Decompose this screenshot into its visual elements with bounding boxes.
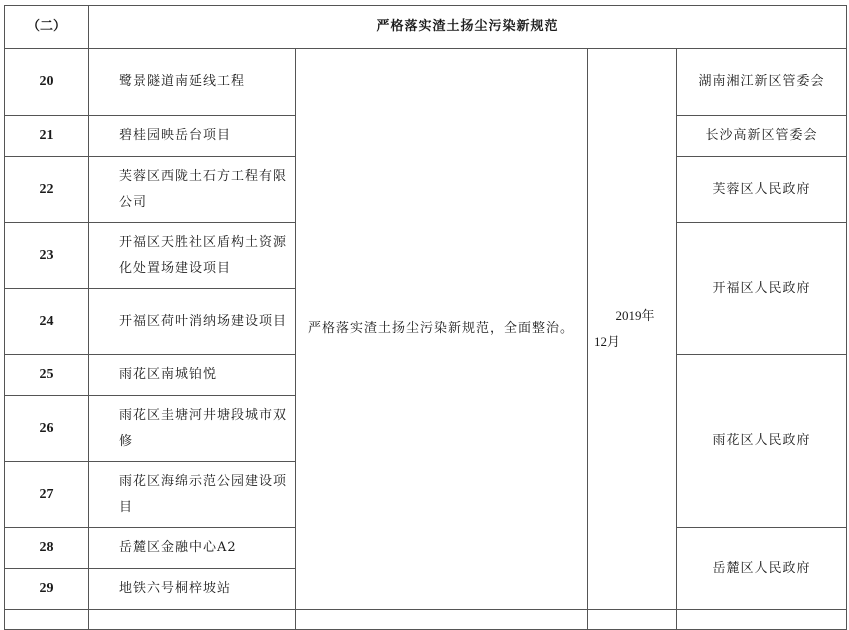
project-name: 雨花区圭塘河井塘段城市双修 [89,396,296,462]
empty-cell [296,610,588,630]
project-name: 开福区荷叶消纳场建设项目 [89,289,296,355]
row-number: 28 [5,528,89,569]
table-row [5,49,847,116]
row-number: 29 [5,569,89,610]
project-name: 岳麓区金融中心A2 [89,528,296,569]
table-row-partial [5,610,847,630]
empty-cell [89,610,296,630]
department-cell: 岳麓区人民政府 [677,528,847,610]
section-title: 严格落实渣土扬尘污染新规范 [89,6,847,49]
project-name: 开福区天胜社区盾构土资源化处置场建设项目 [89,223,296,289]
department-cell: 长沙高新区管委会 [677,116,847,157]
row-number: 22 [5,157,89,223]
section-header-row [5,6,847,49]
empty-cell [5,610,89,630]
row-number: 23 [5,223,89,289]
row-number: 21 [5,116,89,157]
deadline-year: 2019年 [615,308,655,323]
row-number: 24 [5,289,89,355]
project-name: 雨花区海绵示范公园建设项目 [89,462,296,528]
deadline-cell [588,49,677,610]
project-name: 芙蓉区西陇土石方工程有限公司 [89,157,296,223]
department-cell: 雨花区人民政府 [677,355,847,528]
department-cell: 芙蓉区人民政府 [677,157,847,223]
row-number: 25 [5,355,89,396]
empty-cell [588,610,677,630]
project-name: 雨花区南城铂悦 [89,355,296,396]
row-number: 27 [5,462,89,528]
project-name: 鹭景隧道南延线工程 [89,49,296,116]
department-cell: 湖南湘江新区管委会 [677,49,847,116]
project-name: 地铁六号桐梓坡站 [89,569,296,610]
rectification-table [4,5,847,630]
project-name: 碧桂园映岳台项目 [89,116,296,157]
row-number: 20 [5,49,89,116]
section-number: （二） [5,6,89,49]
row-number: 26 [5,396,89,462]
deadline-month: 12月 [594,334,621,349]
empty-cell [677,610,847,630]
department-cell: 开福区人民政府 [677,223,847,355]
measure-cell: 严格落实渣土扬尘污染新规范，全面整治。 [296,49,588,610]
